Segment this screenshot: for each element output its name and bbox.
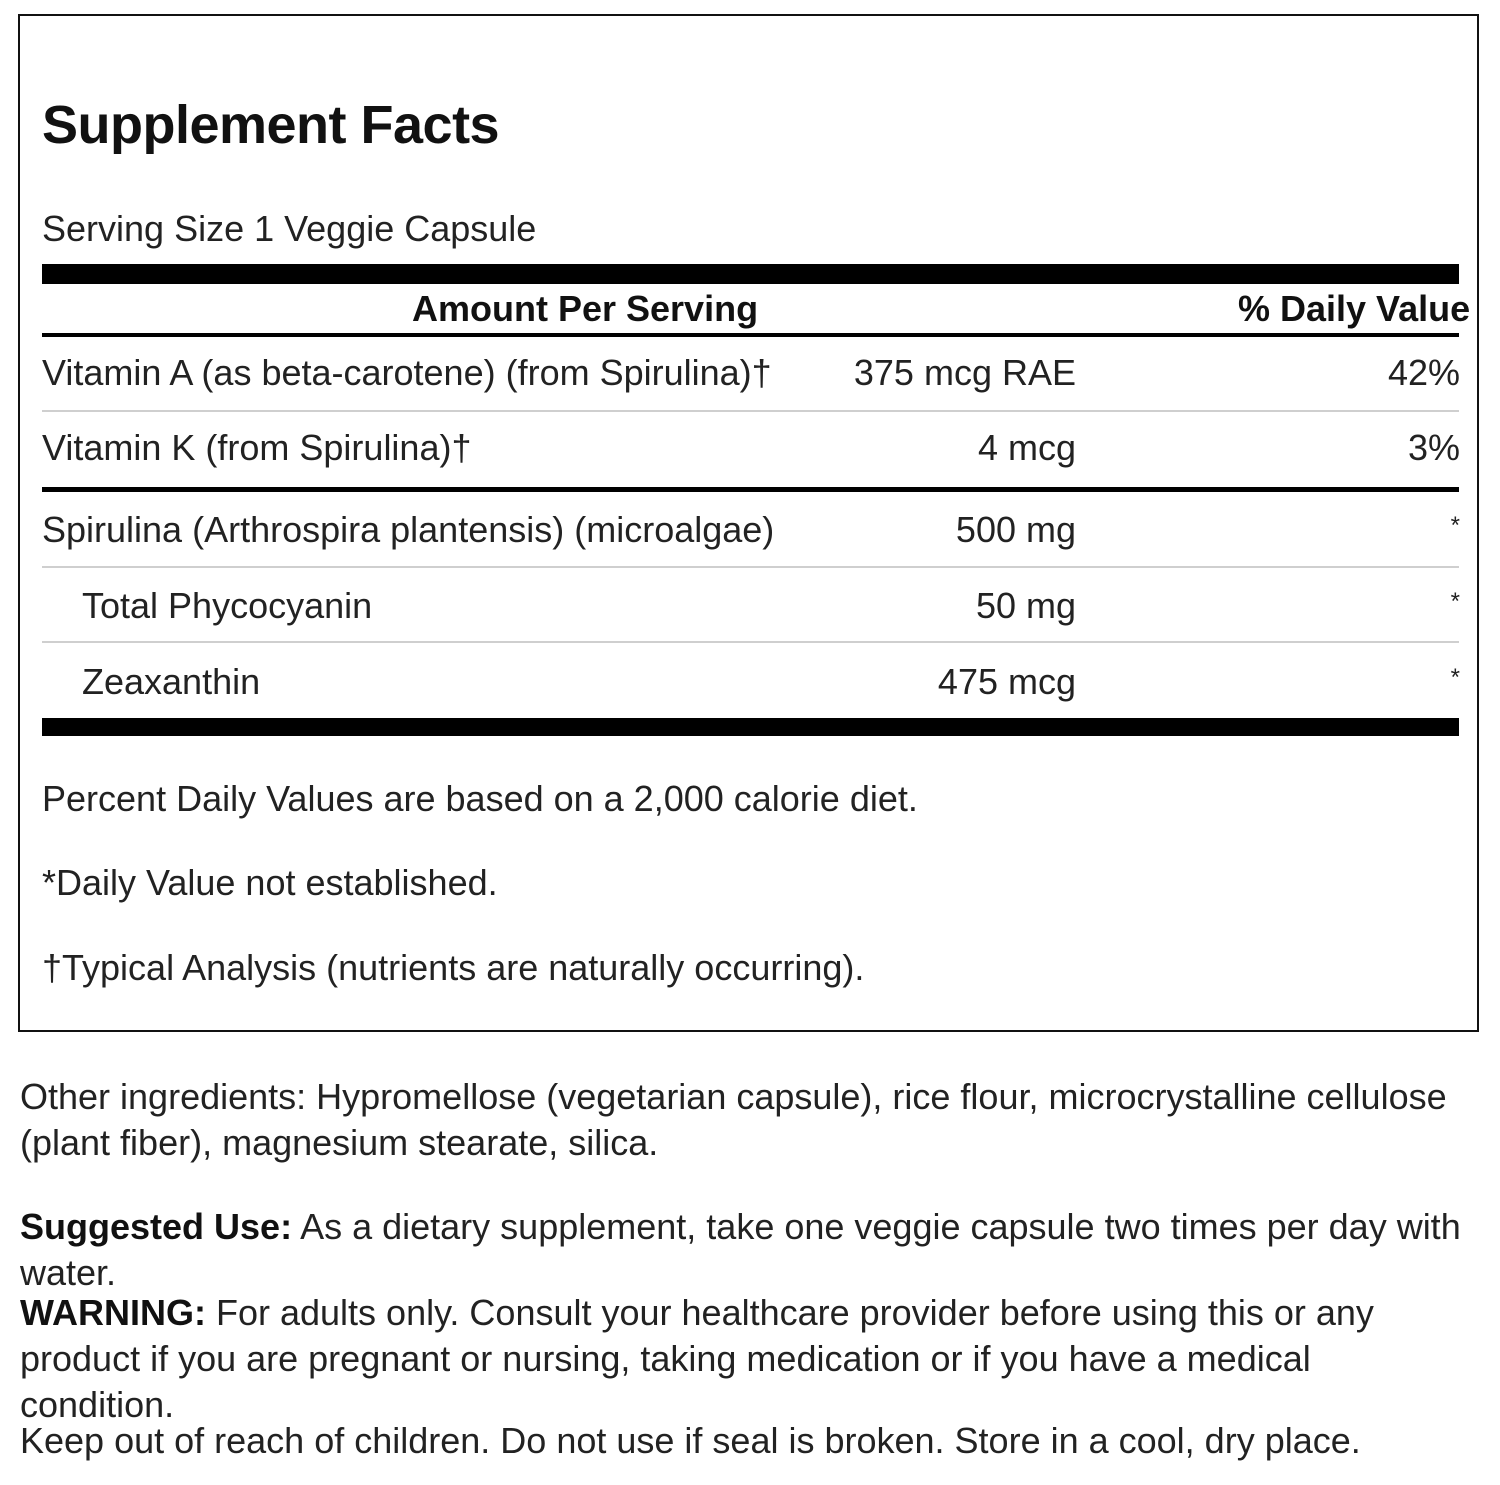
warning bbox=[20, 1290, 1470, 1428]
warning-label: WARNING: bbox=[20, 1292, 206, 1333]
nutrient-amount: 500 mg bbox=[955, 509, 1076, 550]
suggested-use bbox=[20, 1204, 1470, 1296]
nutrient-amount: 375 mcg RAE bbox=[853, 352, 1076, 393]
nutrient-name: Vitamin K (from Spirulina)† bbox=[42, 427, 472, 468]
row-divider bbox=[42, 641, 1459, 643]
warning-text: For adults only. Consult your healthcare provider before using this or any product if you are pregnant or nursing, taking medication or if you have a medical condition. bbox=[20, 1292, 1374, 1425]
header-rule bbox=[42, 333, 1459, 337]
facts-title: Supplement Facts bbox=[42, 95, 500, 155]
nutrient-daily-value: 3% bbox=[1407, 427, 1460, 468]
row-divider bbox=[42, 566, 1459, 568]
nutrient-name: Total Phycocyanin bbox=[82, 585, 373, 626]
serving-size: Serving Size 1 Veggie Capsule bbox=[42, 208, 537, 249]
footnote-typical-analysis: †Typical Analysis (nutrients are naturally occurring). bbox=[42, 947, 865, 988]
nutrient-name: Spirulina (Arthrospira plantensis) (microalgae) bbox=[42, 509, 775, 550]
nutrient-daily-value: * bbox=[1450, 588, 1460, 615]
other-ingredients: Other ingredients: Hypromellose (vegetarian capsule), rice flour, microcrystalline cellulose (plant fiber), magnesium stearate, silica. bbox=[20, 1076, 1447, 1163]
thick-rule-top bbox=[42, 264, 1459, 284]
supplement-facts-panel bbox=[18, 14, 1479, 1032]
nutrient-amount: 4 mcg bbox=[977, 427, 1076, 468]
row-divider bbox=[42, 410, 1459, 412]
nutrient-amount: 50 mg bbox=[975, 585, 1076, 626]
nutrient-name: Vitamin A (as beta-carotene) (from Spirulina)† bbox=[42, 352, 772, 393]
suggested-use-label: Suggested Use: bbox=[20, 1206, 293, 1247]
header-amount-per-serving: Amount Per Serving bbox=[412, 288, 759, 329]
nutrient-daily-value: 42% bbox=[1387, 352, 1460, 393]
suggested-use-text: As a dietary supplement, take one veggie capsule two times per day with water. bbox=[20, 1206, 1461, 1293]
thick-rule-bottom bbox=[42, 718, 1459, 736]
footnote-not-established: *Daily Value not established. bbox=[42, 862, 498, 903]
storage-instructions: Keep out of reach of children. Do not use if seal is broken. Store in a cool, dry place. bbox=[20, 1420, 1361, 1461]
nutrient-daily-value: * bbox=[1450, 664, 1460, 691]
header-daily-value: % Daily Value bbox=[1238, 288, 1471, 329]
nutrient-amount: 475 mcg bbox=[937, 661, 1076, 702]
footnote-daily-values: Percent Daily Values are based on a 2,000 calorie diet. bbox=[42, 778, 918, 819]
section-rule bbox=[42, 487, 1459, 492]
nutrient-daily-value: * bbox=[1450, 512, 1460, 539]
nutrient-name: Zeaxanthin bbox=[82, 661, 261, 702]
